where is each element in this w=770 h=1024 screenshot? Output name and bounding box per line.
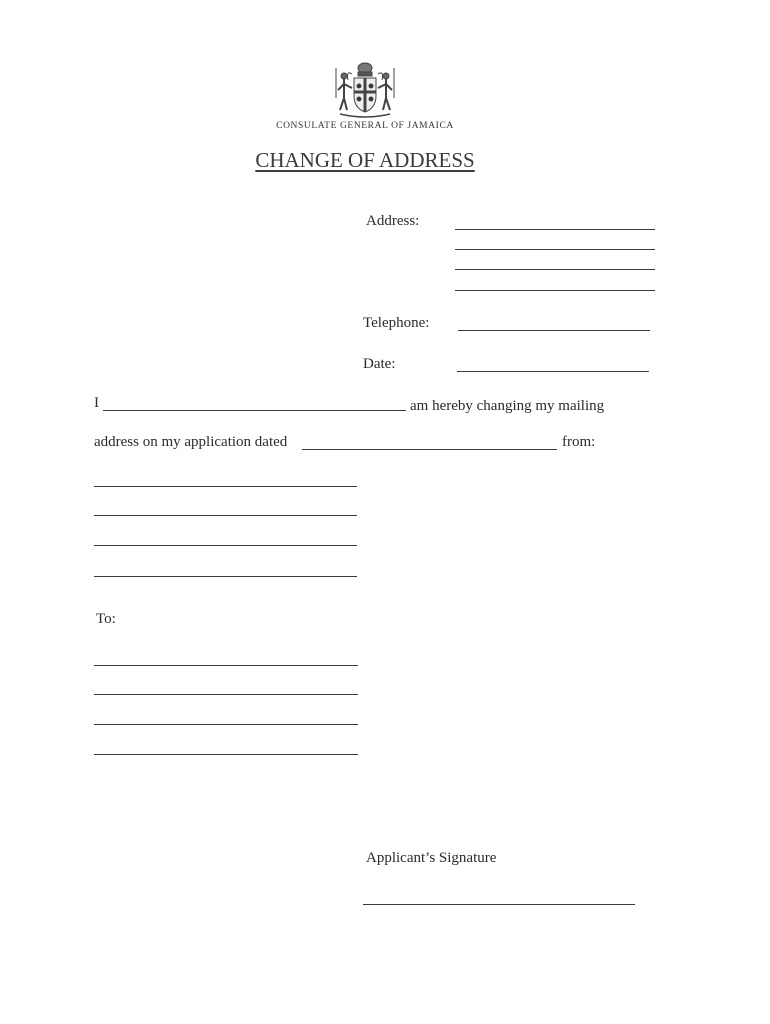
- new-address-line-2[interactable]: [94, 694, 358, 695]
- new-address-line-3[interactable]: [94, 724, 358, 725]
- signature-label: Applicant’s Signature: [366, 850, 497, 866]
- address-line-3[interactable]: [455, 269, 655, 270]
- coat-of-arms-emblem: [332, 58, 398, 120]
- old-address-line-3[interactable]: [94, 545, 357, 546]
- date-field[interactable]: [457, 371, 649, 372]
- date-label: Date:: [363, 356, 396, 372]
- new-address-line-1[interactable]: [94, 665, 358, 666]
- statement-suffix: am hereby changing my mailing: [410, 398, 605, 414]
- address-line-2[interactable]: [455, 249, 655, 250]
- new-address-line-4[interactable]: [94, 754, 358, 755]
- old-address-line-4[interactable]: [94, 576, 357, 577]
- old-address-line-1[interactable]: [94, 486, 357, 487]
- statement-line-2: address on my application dated: [94, 434, 288, 450]
- old-address-line-2[interactable]: [94, 515, 357, 516]
- page-title: CHANGE OF ADDRESS: [255, 148, 475, 172]
- telephone-label: Telephone:: [363, 315, 430, 331]
- signature-field[interactable]: [363, 904, 635, 905]
- telephone-field[interactable]: [458, 330, 650, 331]
- from-label: from:: [562, 434, 596, 450]
- address-line-4[interactable]: [455, 290, 655, 291]
- applicant-name-field[interactable]: [103, 410, 406, 411]
- address-line-1[interactable]: [455, 229, 655, 230]
- address-label: Address:: [366, 213, 420, 229]
- statement-prefix: I: [94, 395, 99, 411]
- to-label: To:: [96, 611, 116, 627]
- application-date-field[interactable]: [302, 449, 557, 450]
- agency-name: CONSULATE GENERAL OF JAMAICA: [276, 121, 454, 131]
